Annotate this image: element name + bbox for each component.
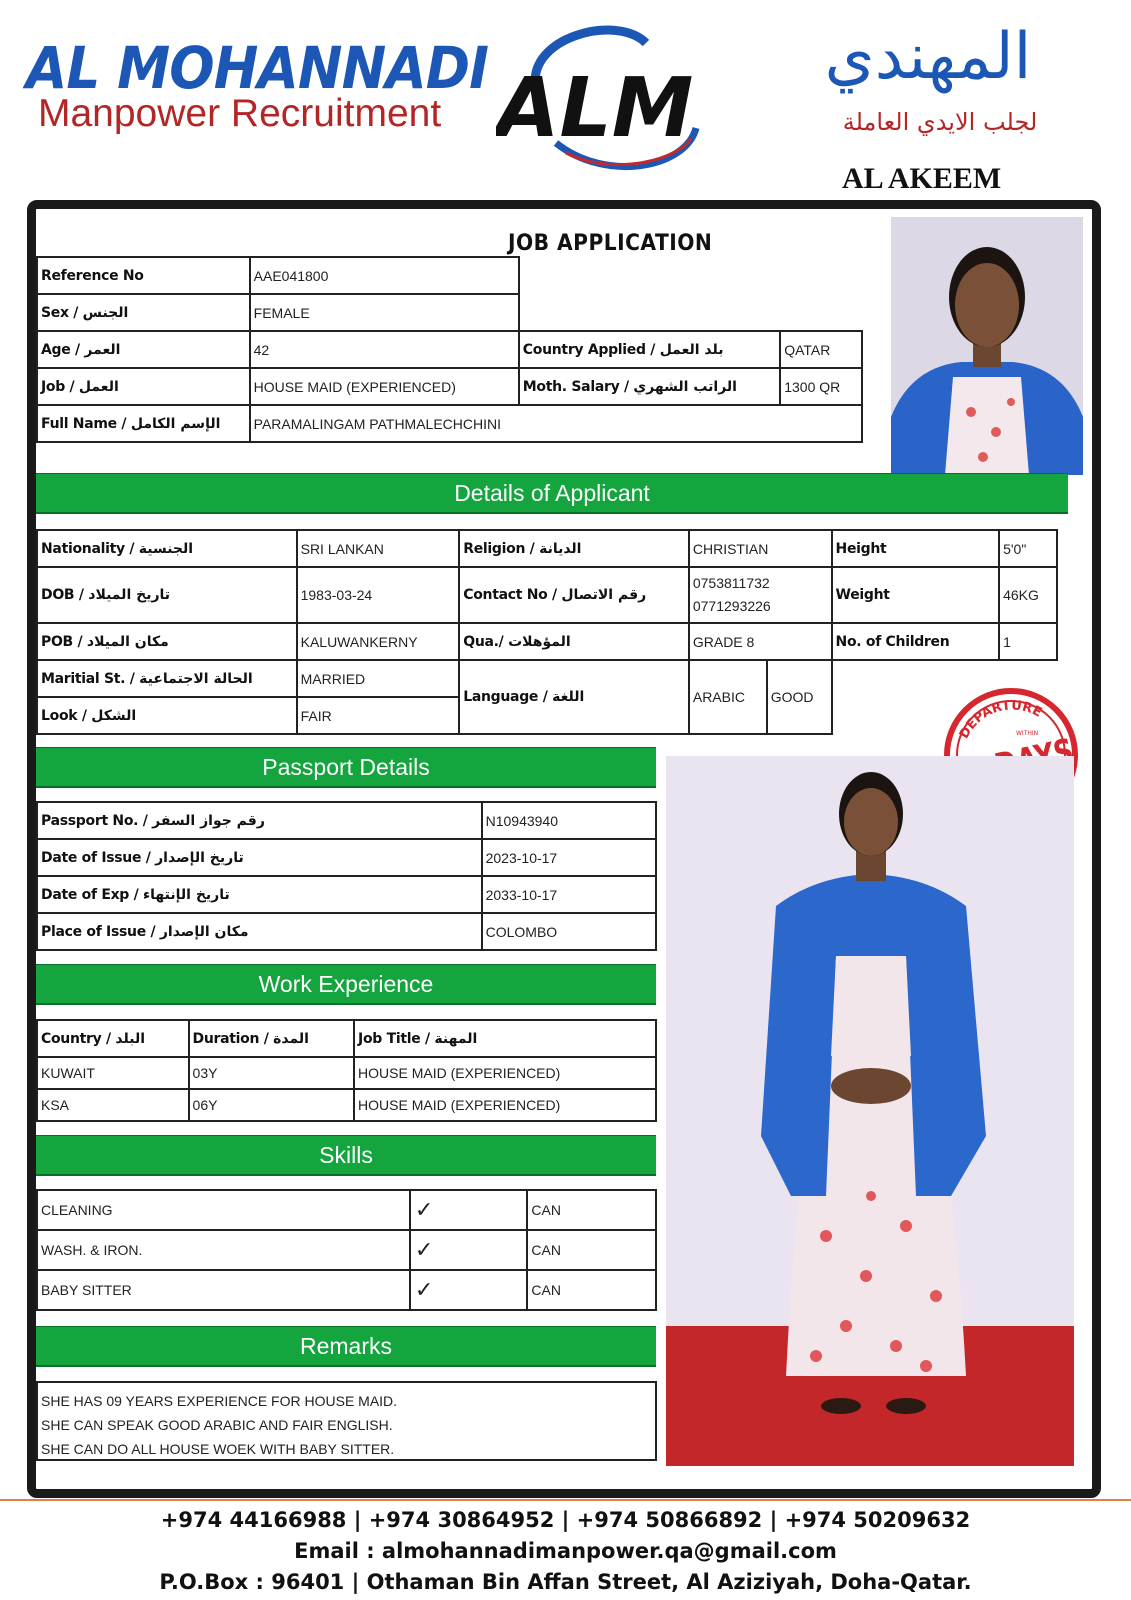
table-row [37,1270,656,1310]
table-row [37,1230,656,1270]
table-row [37,567,1057,623]
table-row [37,802,656,839]
field-label: No. of Children [832,623,1000,660]
field-label: Date of Issue / تاريخ الإصدار [37,839,482,876]
passport-table [36,801,657,951]
remarks-box [36,1381,657,1461]
remark-line: SHE CAN SPEAK GOOD ARABIC AND FAIR ENGLISH. [41,1417,393,1433]
column-header: Country / البلد [37,1020,189,1057]
work-duration: 03Y [189,1057,355,1089]
footer-email: Email : almohannadimanpower.qa@gmail.com [294,1539,837,1563]
table-row [37,1057,656,1089]
brand-name-en: AL MOHANNADI [26,34,489,102]
stamp-small-text: WITHIN [1016,730,1039,737]
table-row [37,660,1057,697]
table-row [37,839,656,876]
table-row [37,623,1057,660]
field-label: Sex / الجنس [37,294,250,331]
issue-date-value: 2023-10-17 [482,839,656,876]
field-label: Age / العمر [37,331,250,368]
height-value: 5'0" [999,530,1057,567]
field-label: Qua./ المؤهلات [459,623,689,660]
table-row [37,405,862,442]
application-table [36,256,863,443]
field-label: Reference No [37,257,250,294]
branch-name: AL AKEEM [842,162,1002,195]
skill-status: CAN [527,1190,656,1230]
applicant-full-photo [666,756,1074,1466]
table-row [37,257,862,294]
field-label: Full Name / الإسم الكامل [37,405,250,442]
field-label: POB / مكان الميلاد [37,623,297,660]
reference-no-value: AAE041800 [250,257,519,294]
work-country: KUWAIT [37,1057,189,1089]
field-label: Height [832,530,1000,567]
checkmark-icon: ✓ [410,1270,528,1310]
full-name-value: PARAMALINGAM PATHMALECHCHINI [250,405,862,442]
remark-line: SHE HAS 09 YEARS EXPERIENCE FOR HOUSE MAID. [41,1393,398,1409]
table-row [37,331,862,368]
logo-text: ALM [496,61,694,156]
weight-value: 46KG [999,567,1057,623]
column-header: Duration / المدة [189,1020,355,1057]
field-label: Date of Exp / تاريخ الإنتهاء [37,876,482,913]
nationality-value: SRI LANKAN [297,530,460,567]
field-label: DOB / تاريخ الميلاد [37,567,297,623]
table-row [37,530,1057,567]
field-label: Job / العمل [37,368,250,405]
remark-line: SHE CAN DO ALL HOUSE WOEK WITH BABY SITTER. [41,1441,395,1457]
work-title: HOUSE MAID (EXPERIENCED) [354,1089,656,1121]
contact-value [689,567,832,623]
language-level-value: GOOD [767,660,832,734]
checkmark-icon: ✓ [410,1190,528,1230]
field-label: Place of Issue / مكان الإصدار [37,913,482,950]
passport-no-value: N10943940 [482,802,656,839]
field-label: Passport No. / رقم جواز السفر [37,802,482,839]
footer-divider [0,1499,1131,1501]
look-value: FAIR [297,697,460,734]
full-person-icon [666,756,1074,1466]
skill-name: CLEANING [37,1190,410,1230]
field-label: Look / الشكل [37,697,297,734]
table-row [37,294,862,331]
table-row [37,876,656,913]
language-value: ARABIC [689,660,767,734]
expiry-date-value: 2033-10-17 [482,876,656,913]
table-row [37,368,862,405]
field-label: Moth. Salary / الراتب الشهري [519,368,780,405]
applicant-portrait-photo [891,217,1083,475]
header [0,0,1131,200]
field-label: Weight [832,567,1000,623]
age-value: 42 [250,331,519,368]
checkmark-icon: ✓ [410,1230,528,1270]
stamp-top-text: DEPARTURE [956,698,1045,742]
skill-name: BABY SITTER [37,1270,410,1310]
footer-address: P.O.Box : 96401 | Othaman Bin Affan Street, Al Aziziyah, Doha-Qatar. [159,1570,972,1594]
qualification-value: GRADE 8 [689,623,832,660]
marital-value: MARRIED [297,660,460,697]
skill-name: WASH. & IRON. [37,1230,410,1270]
table-header-row [37,1020,656,1057]
work-table [36,1019,657,1122]
table-row [37,913,656,950]
portrait-person-icon [891,217,1083,475]
religion-value: CHRISTIAN [689,530,832,567]
brand-subtitle-en: Manpower Recruitment [38,92,442,135]
table-row [37,1190,656,1230]
brand-subtitle-ar: لجلب الايدي العاملة [842,108,1038,136]
children-value: 1 [999,623,1057,660]
field-label: Nationality / الجنسية [37,530,297,567]
column-header: Job Title / المهنة [354,1020,656,1057]
job-value: HOUSE MAID (EXPERIENCED) [250,368,519,405]
place-of-issue-value: COLOMBO [482,913,656,950]
work-heading: Work Experience [36,964,656,1005]
details-heading: Details of Applicant [36,473,1068,514]
field-label: Maritial St. / الحالة الاجتماعية [37,660,297,697]
footer-phones: +974 44166988 | +974 30864952 | +974 50866892 | +974 50209632 [160,1508,971,1532]
table-row [37,1089,656,1121]
page-title: JOB APPLICATION [508,231,713,256]
contact-number-1: 0753811732 [692,575,770,591]
field-label: Religion / الديانة [459,530,689,567]
work-title: HOUSE MAID (EXPERIENCED) [354,1057,656,1089]
pob-value: KALUWANKERNY [297,623,460,660]
dob-value: 1983-03-24 [297,567,460,623]
country-applied-value: QATAR [780,331,862,368]
salary-value: 1300 QR [780,368,862,405]
brand-name-ar: المهندي [824,20,1032,94]
work-duration: 06Y [189,1089,355,1121]
sex-value: FEMALE [250,294,519,331]
skill-status: CAN [527,1270,656,1310]
field-label: Language / اللغة [459,660,689,734]
work-country: KSA [37,1089,189,1121]
alm-logo-icon [496,18,726,178]
field-label: Contact No / رقم الاتصال [459,567,689,623]
skills-table [36,1189,657,1311]
details-table [36,529,1058,735]
remarks-heading: Remarks [36,1326,656,1367]
passport-heading: Passport Details [36,747,656,788]
contact-number-2: 0771293226 [692,598,771,614]
application-frame [27,200,1101,1498]
skills-heading: Skills [36,1135,656,1176]
skill-status: CAN [527,1230,656,1270]
field-label: Country Applied / بلد العمل [519,331,780,368]
